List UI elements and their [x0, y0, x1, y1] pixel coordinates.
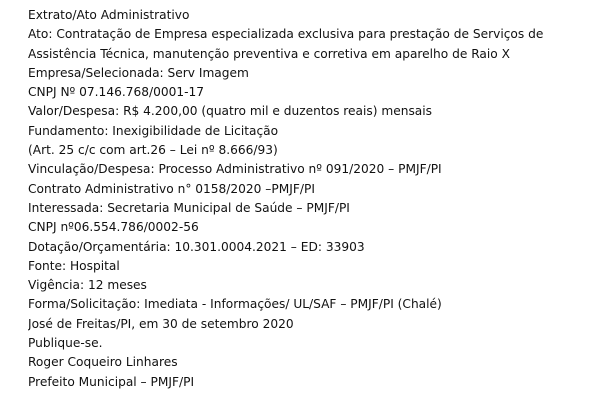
- request-form: Forma/Solicitação: Imediata - Informações/ UL/SAF – PMJF/PI (Chalé): [28, 297, 442, 312]
- act-description-line-1: Ato: Contratação de Empresa especializada exclusiva para prestação de Serviços de: [28, 27, 544, 42]
- place-and-date: José de Freitas/PI, em 30 de setembro 2020: [28, 316, 294, 331]
- validity-period: Vigência: 12 meses: [28, 278, 147, 293]
- selected-company: Empresa/Selecionada: Serv Imagem: [28, 65, 249, 80]
- doc-title: Extrato/Ato Administrativo: [28, 8, 190, 22]
- signatory-title: Prefeito Municipal – PMJF/PI: [28, 374, 195, 389]
- document-body: [28, 6, 594, 392]
- contract-number: Contrato Administrativo n° 0158/2020 –PMJF/PI: [28, 181, 315, 196]
- interested-cnpj: CNPJ nº06.554.786/0002-56: [28, 220, 199, 235]
- publish-notice: Publique-se.: [28, 336, 103, 351]
- budget-allocation: Dotação/Orçamentária: 10.301.0004.2021 – ED: 33903: [28, 239, 365, 254]
- act-description-line-2: Assistência Técnica, manutenção preventiva e corretiva em aparelho de Raio X: [28, 46, 510, 61]
- process-reference: Vinculação/Despesa: Processo Administrativo nº 091/2020 – PMJF/PI: [28, 162, 442, 177]
- interested-party: Interessada: Secretaria Municipal de Saúde – PMJF/PI: [28, 200, 350, 215]
- expense-value: Valor/Despesa: R$ 4.200,00 (quatro mil e duzentos reais) mensais: [28, 104, 433, 119]
- signatory-name: Roger Coqueiro Linhares: [28, 355, 178, 370]
- legal-article: (Art. 25 c/c com art.26 – Lei nº 8.666/93): [28, 143, 278, 158]
- funding-source: Fonte: Hospital: [28, 258, 120, 273]
- company-cnpj: CNPJ Nº 07.146.768/0001-17: [28, 85, 204, 100]
- legal-basis: Fundamento: Inexigibilidade de Licitação: [28, 123, 279, 138]
